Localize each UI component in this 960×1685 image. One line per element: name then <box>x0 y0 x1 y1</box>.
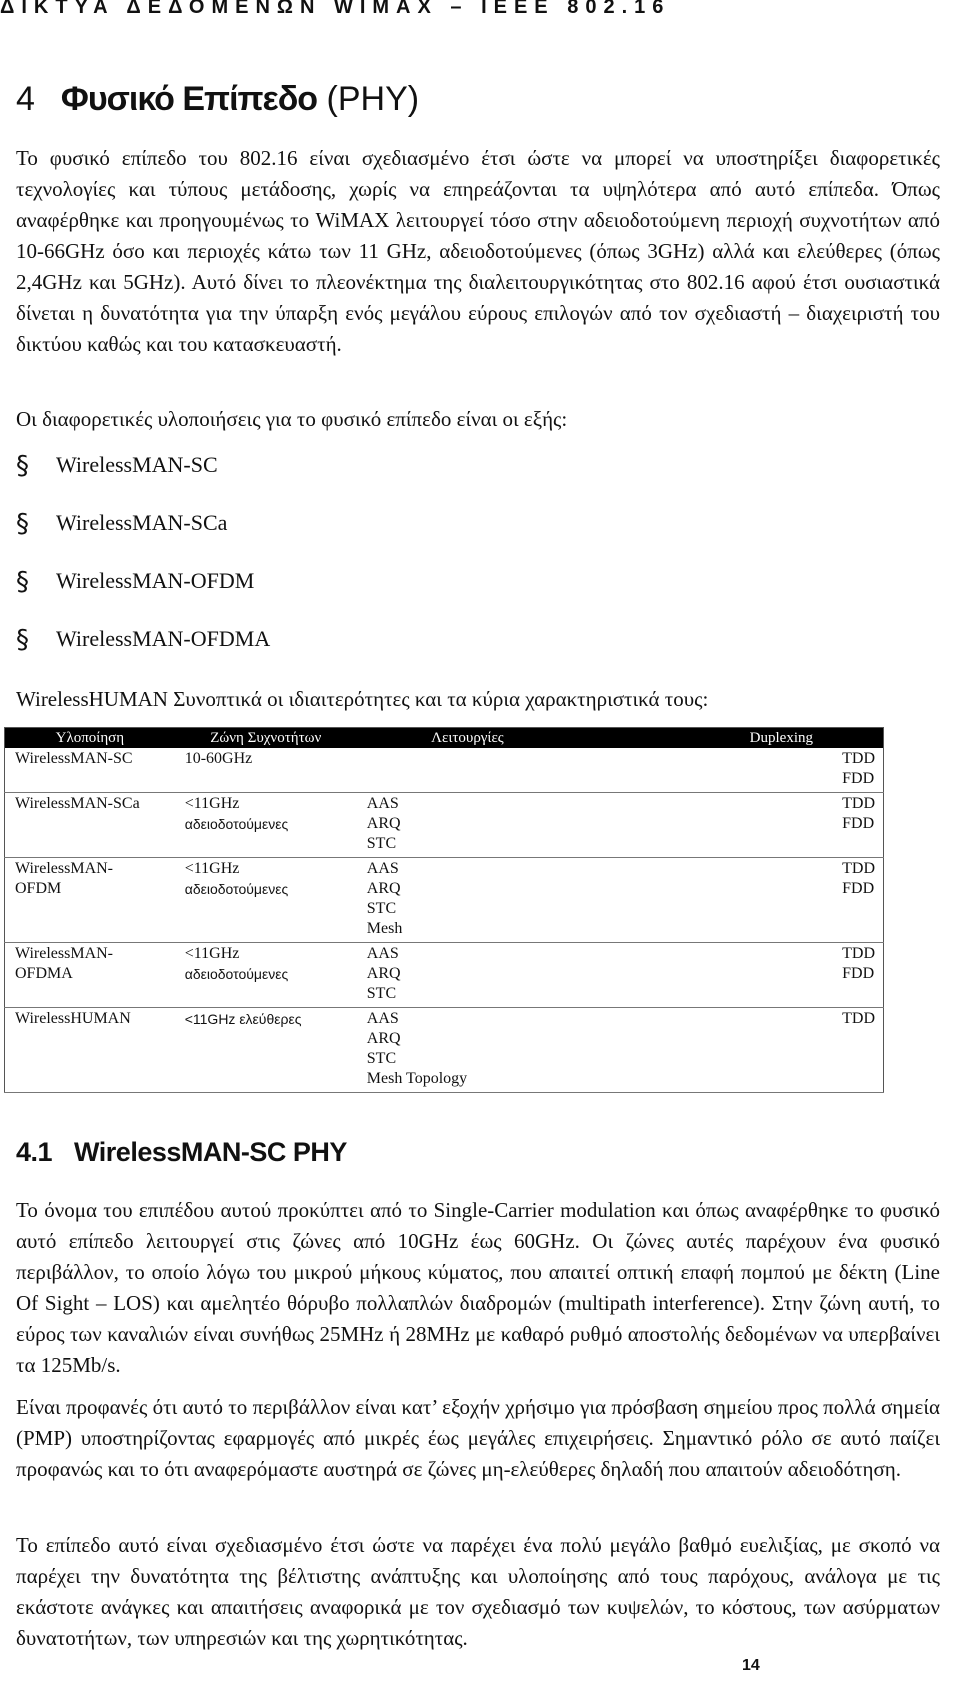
square-bullet-icon: § <box>16 567 29 597</box>
cell-line: AAS <box>366 945 399 962</box>
list-item-label: WirelessMAN-OFDM <box>56 568 255 593</box>
list-item <box>16 564 270 622</box>
cell-line: Mesh Topology <box>366 1070 468 1087</box>
column-header: Ζώνη Συχνοτήτων <box>175 728 357 749</box>
cell-line: FDD <box>842 815 875 832</box>
column-header: Duplexing <box>578 728 883 749</box>
cell-line: WirelessMAN-SCa <box>15 795 140 812</box>
cell-line: WirelessMAN- <box>15 860 113 877</box>
table-row <box>5 943 884 1008</box>
cell-line: TDD <box>842 750 875 767</box>
cell-line: TDD <box>842 795 875 812</box>
cell-line: STC <box>366 835 397 852</box>
table-cell-functions <box>357 793 578 858</box>
subsection-title: WirelessMAN-SC PHY <box>74 1137 347 1167</box>
table-cell-duplex <box>578 1008 883 1093</box>
cell-line: OFDM <box>15 880 62 897</box>
section-subtitle: (PHY) <box>326 80 420 118</box>
cell-line: ARQ <box>366 815 401 832</box>
list-item-label: WirelessMAN-SC <box>56 452 218 477</box>
cell-line: αδειοδοτούμενες <box>184 881 289 897</box>
cell-line: FDD <box>842 880 875 897</box>
cell-line: <11GHz <box>184 860 240 877</box>
table-cell-band <box>175 748 357 793</box>
body-paragraph: Είναι προφανές ότι αυτό το περιβάλλον είναι κατ’ εξοχήν χρήσιμο για πρόσβαση σημείου προς πολλά σημεία (PMP) υποστηρίζοντας εφαρμογές από μικρές έως μεγάλες επιχειρήσεις. Σημαντικό ρόλο σε αυτό παίζει προφανώς και το ότι αναφερόμαστε αυστηρά σε ζώνες μη-ελεύθερες δηλαδή που απαιτούν αδειοδότηση. <box>16 1395 940 1481</box>
table-cell-duplex <box>578 748 883 793</box>
cell-line: OFDMA <box>15 965 73 982</box>
cell-line: STC <box>366 985 397 1002</box>
section-heading <box>16 80 419 119</box>
cell-line: FDD <box>842 770 875 787</box>
cell-line: STC <box>366 1050 397 1067</box>
cell-line: TDD <box>842 860 875 877</box>
list-item <box>16 506 270 564</box>
square-bullet-icon: § <box>16 451 29 481</box>
table-cell-impl <box>5 858 175 943</box>
cell-line: FDD <box>842 965 875 982</box>
list-intro: Οι διαφορετικές υλοποιήσεις για το φυσικό επίπεδο είναι οι εξής: <box>16 407 568 431</box>
table-cell-band <box>175 858 357 943</box>
cell-line: <11GHz ελεύθερες <box>184 1011 302 1027</box>
cell-line: STC <box>366 900 397 917</box>
table-cell-duplex <box>578 793 883 858</box>
cell-line: Mesh <box>366 920 403 937</box>
list-item-label: WirelessMAN-SCa <box>56 510 228 535</box>
table-cell-duplex <box>578 858 883 943</box>
table-row <box>5 1008 884 1093</box>
table-cell-functions <box>357 858 578 943</box>
section-title: Φυσικό Επίπεδο <box>60 80 318 118</box>
cell-line: AAS <box>366 795 399 812</box>
body-paragraph: Το επίπεδο αυτό είναι σχεδιασμένο έτσι ώστε να παρέχει ένα πολύ μεγάλο βαθμό ευελιξίας, με σκοπό να παρέχει την δυνατότητα της βέλτιστης ανάπτυξης και υλοποίησης από τους παρόχους, ανάλογα με τις εκάστοτε ανάγκες και απαιτήσεις αναφορικά με τον σχεδιασμό των κυψελών, το κόστους, των ασύρματων δυνατοτήτων, των υπηρεσιών και της χωρητικότητας. <box>16 1533 940 1650</box>
table-cell-functions <box>357 1008 578 1093</box>
table-intro: WirelessHUMAN Συνοπτικά οι ιδιαιτερότητες και τα κύρια χαρακτηριστικά τους: <box>16 687 709 711</box>
column-header: Λειτουργίες <box>357 728 578 749</box>
intro-paragraph: Το φυσικό επίπεδο του 802.16 είναι σχεδιασμένο έτσι ώστε να μπορεί να υποστηρίξει διαφορετικές τεχνολογίες και τύπους μετάδοσης, χωρίς να επηρεάζονται τα υψηλότερα από αυτό επίπεδα. Όπως αναφέρθηκε και προηγουμένως το WiMAX λειτουργεί τόσο στην αδειοδοτούμενη περιοχή συχνοτήτων από 10-66GHz όσο και περιοχές κάτω των 11 GHz, αδειοδοτούμενες (όπως 3GHz) αλλά και ελεύθερες (όπως 2,4GHz και 5GHz). Αυτό δίνει το πλεονέκτημα της διαλειτουργικότητας στο 802.16 αφού έτσι ουσιαστικά δίνεται η δυνατότητα για την ύπαρξη ενός μεγάλου εύρους επιλογών από τον σχεδιαστή – διαχειριστή του δικτύου καθώς και του κατασκευαστή. <box>16 146 940 356</box>
table-cell-duplex <box>578 943 883 1008</box>
cell-line: TDD <box>842 945 875 962</box>
table-cell-band <box>175 793 357 858</box>
table-row <box>5 793 884 858</box>
table-cell-band <box>175 943 357 1008</box>
subsection-heading <box>16 1137 347 1168</box>
cell-line: AAS <box>366 1010 399 1027</box>
table-cell-band <box>175 1008 357 1093</box>
table-header-row <box>5 728 884 749</box>
cell-line: <11GHz <box>184 795 240 812</box>
section-number: 4 <box>16 80 35 118</box>
table-body <box>5 748 884 1093</box>
list-item <box>16 622 270 680</box>
list-item-label: WirelessMAN-OFDMA <box>56 626 271 651</box>
table-cell-impl <box>5 793 175 858</box>
cell-line: 10-60GHz <box>184 750 253 767</box>
cell-line: ARQ <box>366 880 401 897</box>
implementations-list <box>16 448 270 680</box>
table-cell-functions <box>357 748 578 793</box>
cell-line: WirelessMAN- <box>15 945 113 962</box>
table-row <box>5 858 884 943</box>
cell-line: <11GHz <box>184 945 240 962</box>
square-bullet-icon: § <box>16 509 29 539</box>
cell-line: αδειοδοτούμενες <box>184 816 289 832</box>
cell-line: ARQ <box>366 1030 401 1047</box>
subsection-number: 4.1 <box>16 1137 53 1167</box>
body-paragraph: Το όνομα του επιπέδου αυτού προκύπτει από το Single-Carrier modulation και όπως αναφέρθηκε το φυσικό αυτό επίπεδο λειτουργεί στις ζώνες από 10GHz έως 60GHz. Οι ζώνες αυτές παρέχουν ένα φυσικό περιβάλλον, το οποίο λόγω του μικρού μήκους κύματος, που απαιτεί οπτική επαφή πομπού με δέκτη (Line Of Sight – LOS) και αμελητέο θόρυβο πολλαπλών διαδρομών (multipath interference). Στην ζώνη αυτή, το εύρος των καναλιών είναι συνήθως 25MHz ή 28MHz με καθαρό ρυθμό αποστολής δεδομένων να υπερβαίνει τα 125Mb/s. <box>16 1198 940 1377</box>
running-header: ΔΙΚΤΥΑ ΔΕΔΟΜΕΝΩΝ WIMAX – IEEE 802.16 <box>0 0 671 18</box>
table-cell-impl <box>5 1008 175 1093</box>
page-number: 14 <box>742 1657 760 1674</box>
table-cell-functions <box>357 943 578 1008</box>
cell-line: WirelessHUMAN <box>15 1010 131 1027</box>
cell-line: TDD <box>842 1010 875 1027</box>
table-row <box>5 748 884 793</box>
table-cell-impl <box>5 748 175 793</box>
cell-line: AAS <box>366 860 399 877</box>
list-item <box>16 448 270 506</box>
square-bullet-icon: § <box>16 625 29 655</box>
table-cell-impl <box>5 943 175 1008</box>
cell-line: ARQ <box>366 965 401 982</box>
column-header: Υλοποίηση <box>5 728 175 749</box>
phy-comparison-table <box>4 727 884 1093</box>
cell-line: αδειοδοτούμενες <box>184 966 289 982</box>
cell-line: WirelessMAN-SC <box>15 750 133 767</box>
